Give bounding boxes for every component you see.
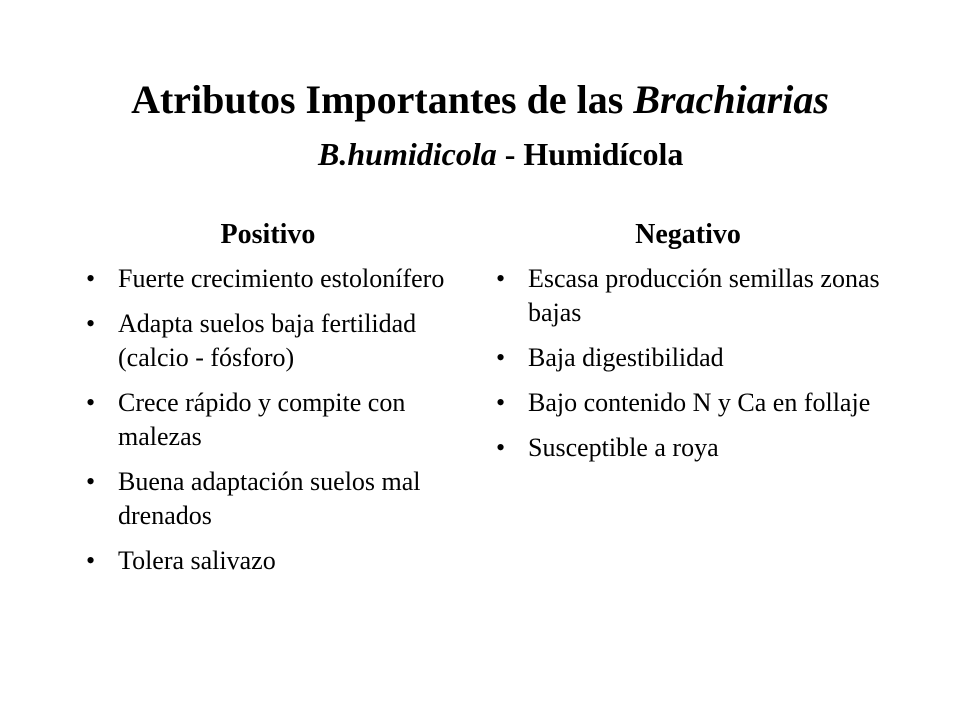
negative-list [488,262,888,465]
positive-item-text: Adapta suelos baja fertilidad (calcio - fósforo) [118,309,417,372]
positive-item-text: Crece rápido y compite con malezas [118,388,406,451]
bullet-icon: • [86,388,96,417]
positive-item [78,307,480,375]
slide-title [0,76,960,124]
negative-item-text: Baja digestibilidad [528,343,724,372]
negative-item [488,431,888,465]
positive-column [78,218,480,589]
bullet-icon: • [86,546,96,575]
bullet-icon: • [496,388,506,417]
bullet-icon: • [496,264,506,293]
slide-subtitle [318,134,683,174]
negative-column [488,218,888,476]
positive-item [78,262,480,296]
negative-item [488,341,888,375]
bullet-icon: • [496,433,506,462]
negative-item-text: Escasa producción semillas zonas bajas [528,264,880,327]
positive-item [78,544,480,578]
negative-item [488,262,888,330]
bullet-icon: • [86,264,96,293]
negative-item-text: Susceptible a roya [528,433,719,462]
bullet-icon: • [86,467,96,496]
positive-item-text: Fuerte crecimiento estolonífero [118,264,445,293]
negative-item [488,386,888,420]
positive-item-text: Buena adaptación suelos mal drenados [118,467,421,530]
positive-heading: Positivo [220,219,316,250]
bullet-icon: • [496,343,506,372]
slide-title-prefix: Atributos Importantes de las [131,77,634,122]
subtitle-species: B.humidicola [318,136,497,172]
subtitle-common-name: - Humidícola [496,136,684,172]
positive-item [78,386,480,454]
negative-item-text: Bajo contenido N y Ca en follaje [528,388,871,417]
positive-item [78,465,480,533]
slide-title-italic: Brachiarias [633,77,829,122]
positive-list [78,262,480,578]
positive-item-text: Tolera salivazo [118,546,276,575]
bullet-icon: • [86,309,96,338]
negative-heading: Negativo [635,219,741,250]
